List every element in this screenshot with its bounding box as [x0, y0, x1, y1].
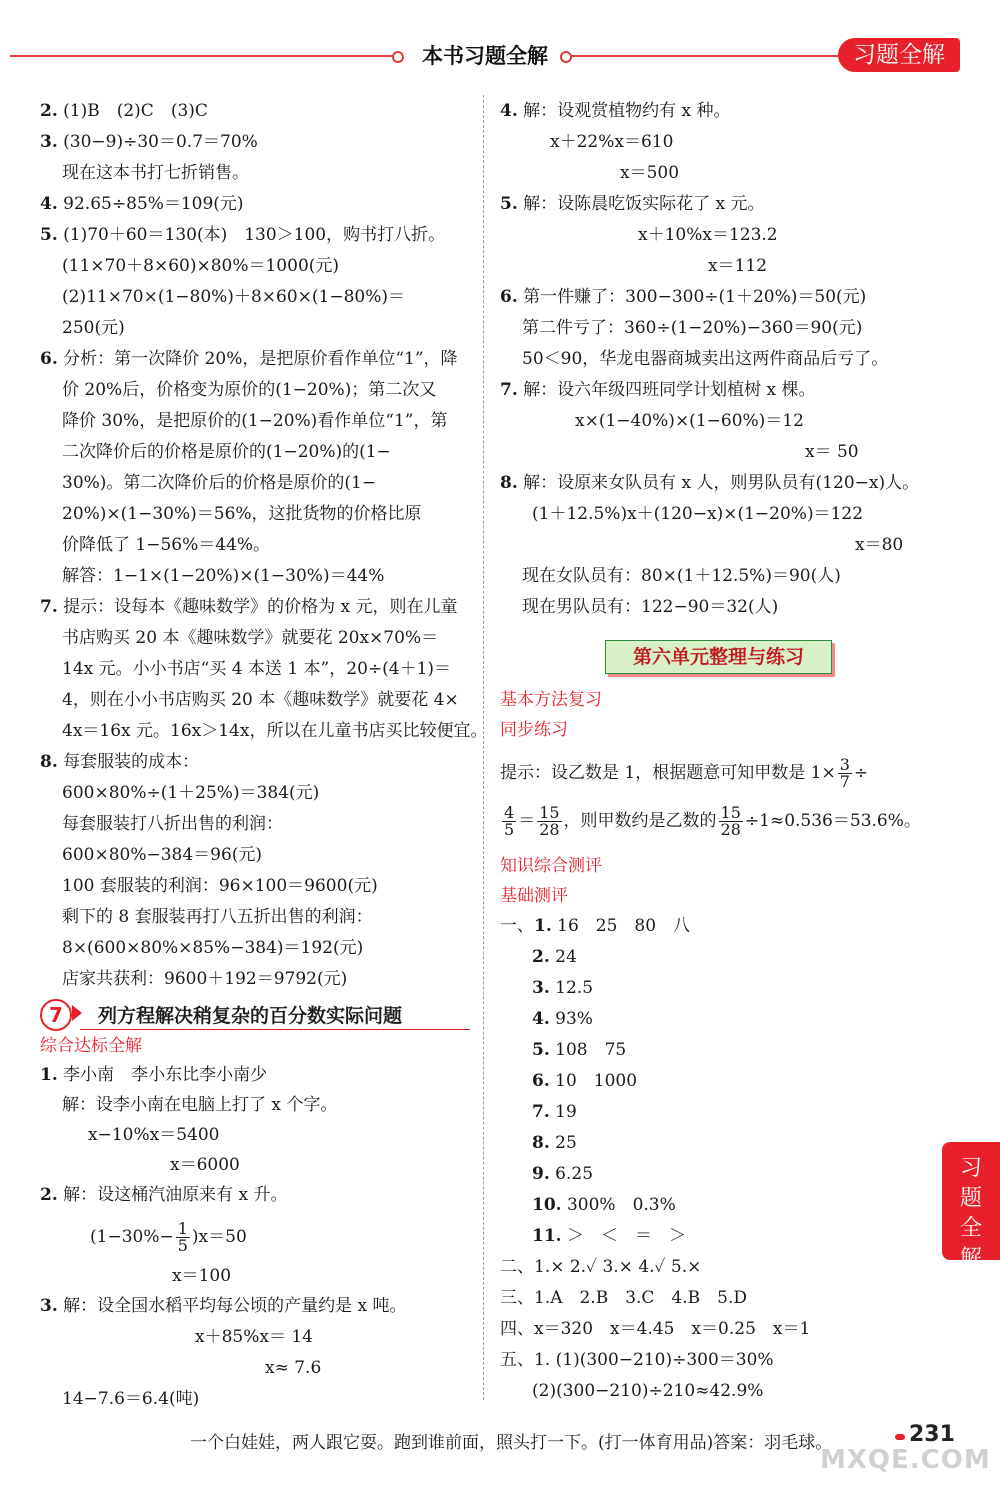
r-answer-5-eq1: x＋10%x＝123.2 — [638, 225, 778, 245]
test-3: 三、1.A 2.B 3.C 4.B 5.D — [500, 1288, 747, 1308]
subheading-basic-test: 基础测评 — [500, 886, 568, 906]
sec7-answer-3-eq1: x＋85%x＝ 14 — [195, 1327, 313, 1347]
section-title: 列方程解决稍复杂的百分数实际问题 — [98, 1005, 403, 1027]
section-number: 7 — [40, 999, 72, 1031]
r-answer-5-eq2: x＝112 — [708, 256, 768, 276]
answer-5-line4: 250(元) — [62, 318, 125, 338]
test-5-line2: (2)(300−210)÷210≈42.9% — [532, 1381, 764, 1401]
subheading-knowledge-test: 知识综合测评 — [500, 856, 602, 876]
side-tab — [942, 1142, 1000, 1271]
answer-7-line5: 4x＝16x 元。16x＞14x，所以在儿童书店买比较便宜。 — [62, 721, 488, 741]
fraction: $\frac{1}{5}$ — [177, 1219, 188, 1255]
header-line-left — [10, 55, 400, 57]
watermark: MXQE.COM — [820, 1445, 991, 1475]
test-1-7: 7. 19 — [532, 1102, 577, 1122]
answer-5-line2: (11×70＋8×60)×80%＝1000(元) — [62, 256, 340, 276]
r-answer-6: 6. 第一件赚了：300−300÷(1＋20%)＝50(元) — [500, 287, 867, 307]
answer-7-line2: 书店购买 20 本《趣味数学》就要花 20x×70%＝ — [62, 628, 439, 648]
sec7-answer-3: 3. 解：设全国水稻平均每公顷的产量约是 x 吨。 — [40, 1296, 407, 1316]
header-dot-left — [392, 51, 404, 63]
answer-5-line3: (2)11×70×(1−80%)＋8×60×(1−80%)＝ — [62, 287, 405, 307]
test-1-5: 5. 108 75 — [532, 1040, 627, 1060]
answer-6-line5: 30%)。第二次降价后的价格是原价的(1− — [62, 473, 377, 493]
r-answer-6-line3: 50＜90，华龙电器商城卖出这两件商品后亏了。 — [522, 349, 889, 369]
answer-6-line8: 解答：1−1×(1−20%)×(1−30%)＝44% — [62, 566, 385, 586]
r-answer-8-line4: 现在女队员有：80×(1＋12.5%)＝90(人) — [522, 566, 841, 586]
r-answer-8-line5: 现在男队员有：122−90＝32(人) — [522, 597, 779, 617]
sec7-answer-1-eq2: x＝6000 — [170, 1155, 240, 1175]
answer-8-line5: 100 套服装的利润：96×100＝9600(元) — [62, 876, 378, 896]
answer-2: 2. (1)B (2)C (3)C — [40, 101, 208, 121]
side-tab-label: 习题全解 — [959, 1156, 982, 1271]
answer-7-line4: 4，则在小小书店购买 20 本《趣味数学》就要花 4× — [62, 690, 459, 710]
sec7-answer-1-line2: 解：设李小南在电脑上打了 x 个字。 — [62, 1095, 338, 1115]
r-answer-7: 7. 解：设六年级四班同学计划植树 x 棵。 — [500, 380, 816, 400]
sec7-answer-2: 2. 解：设这桶汽油原来有 x 升。 — [40, 1185, 288, 1205]
r-answer-6-line2: 第二件亏了：360÷(1−20%)−360＝90(元) — [522, 318, 863, 338]
r-answer-4-eq1: x＋22%x＝610 — [550, 132, 674, 152]
answer-6-line7: 价降低了 1−56%＝44%。 — [62, 535, 271, 555]
test-1-10: 10. 300% 0.3% — [532, 1195, 676, 1215]
page-title: 本书习题全解 — [422, 44, 548, 68]
test-2: 二、1.× 2.✓ 3.× 4.✓ 5.× — [500, 1257, 702, 1277]
answer-7-line3: 14x 元。小小书店“买 4 本送 1 本”，20÷(4＋1)＝ — [62, 659, 452, 679]
test-1-4: 4. 93% — [532, 1009, 593, 1029]
test-1-9: 9. 6.25 — [532, 1164, 594, 1184]
test-1-8: 8. 25 — [532, 1133, 577, 1153]
r-answer-8: 8. 解：设原来女队员有 x 人，则男队员有(120−x)人。 — [500, 473, 920, 493]
hint-line2: $\frac{4}{5}$ ＝ $\frac{15}{28}$ ，则甲数约是乙数的 $\frac{15}{28}$ ÷1≈0.536＝53.6%。 — [504, 803, 921, 839]
test-1-6: 6. 10 1000 — [532, 1071, 638, 1091]
answer-5: 5. (1)70＋60＝130(本) 130＞100，购书打八折。 — [40, 225, 446, 245]
hint-line1: 提示：设乙数是 1，根据题意可知甲数是 1× $\frac{3}{7}$ ÷ — [500, 755, 869, 791]
subheading-basic-methods: 基本方法复习 — [500, 690, 602, 710]
header-line-right — [570, 55, 840, 57]
answer-3-text: 现在这本书打七折销售。 — [62, 163, 249, 183]
page-dot-icon — [895, 1434, 905, 1440]
test-1-2: 2. 24 — [532, 947, 577, 967]
r-answer-7-eq1: x×(1−40%)×(1−60%)＝12 — [575, 411, 804, 431]
sec7-answer-2-eq1: (1−30%− $\frac{1}{5}$ )x＝50 — [90, 1219, 247, 1255]
test-1-1: 一、1. 16 25 80 八 — [500, 916, 691, 936]
answer-6-line4: 二次降价后的价格是原价的(1−20%)的(1− — [62, 442, 391, 462]
header-badge: 习题全解 — [838, 38, 960, 72]
arrow-icon — [72, 1005, 82, 1021]
sec7-answer-2-eq2: x＝100 — [172, 1266, 232, 1286]
unit-6-heading: 第六单元整理与练习 — [605, 640, 832, 674]
answer-6-line2: 价 20%后，价格变为原价的(1−20%)；第二次又 — [62, 380, 437, 400]
column-divider — [483, 95, 484, 1400]
answer-3: 3. (30−9)÷30＝0.7＝70% — [40, 132, 258, 152]
sec7-answer-3-eq2: x≈ 7.6 — [265, 1358, 322, 1378]
section-7-heading — [40, 995, 470, 1031]
answer-7: 7. 提示：设每本《趣味数学》的价格为 x 元，则在儿童 — [40, 597, 458, 617]
test-5: 五、1. (1)(300−210)÷300＝30% — [500, 1350, 774, 1370]
header-dot-right — [560, 51, 572, 63]
test-1-11: 11. ＞ ＜ ＝ ＞ — [532, 1226, 686, 1246]
r-answer-8-eq2: x＝80 — [855, 535, 904, 555]
sec7-answer-3-eq3: 14−7.6＝6.4(吨) — [62, 1389, 200, 1409]
answer-6-line3: 降价 30%，是把原价的(1−20%)看作单位“1”，第 — [62, 411, 448, 431]
r-answer-5: 5. 解：设陈晨吃饭实际花了 x 元。 — [500, 194, 765, 214]
test-4: 四、x＝320 x＝4.45 x＝0.25 x＝1 — [500, 1319, 811, 1339]
answer-6: 6. 分析：第一次降价 20%，是把原价看作单位“1”，降 — [40, 349, 458, 369]
answer-8: 8. 每套服装的成本： — [40, 752, 200, 772]
subheading-comprehensive: 综合达标全解 — [40, 1036, 142, 1056]
sec7-answer-1: 1. 李小南 李小东比李小南少 — [40, 1065, 268, 1085]
answer-8-line2: 600×80%÷(1＋25%)＝384(元) — [62, 783, 320, 803]
subheading-sync-practice: 同步练习 — [500, 720, 568, 740]
r-answer-7-eq2: x＝ 50 — [805, 442, 859, 462]
answer-8-line4: 600×80%−384＝96(元) — [62, 845, 263, 865]
r-answer-4-eq2: x＝500 — [620, 163, 680, 183]
section-underline — [80, 1029, 470, 1030]
answer-4: 4. 92.65÷85%＝109(元) — [40, 194, 244, 214]
answer-8-line3: 每套服装打八折出售的利润： — [62, 814, 283, 834]
test-1-3: 3. 12.5 — [532, 978, 594, 998]
answer-6-line6: 20%)×(1−30%)＝56%，这批货物的价格比原 — [62, 504, 422, 524]
answer-8-line7: 8×(600×80%×85%−384)＝192(元) — [62, 938, 364, 958]
r-answer-8-eq1: (1＋12.5%)x＋(120−x)×(1−20%)＝122 — [532, 504, 864, 524]
page-number: 231 — [909, 1422, 955, 1447]
answer-8-line6: 剩下的 8 套服装再打八五折出售的利润： — [62, 907, 373, 927]
answer-8-line8: 店家共获利：9600＋192＝9792(元) — [62, 969, 348, 989]
r-answer-4: 4. 解：设观赏植物约有 x 种。 — [500, 101, 731, 121]
footer-riddle: 一个白娃娃，两人跟它耍。跑到谁前面，照头打一下。(打一体育用品)答案：羽毛球。 — [190, 1433, 833, 1453]
sec7-answer-1-eq1: x−10%x＝5400 — [88, 1125, 220, 1145]
